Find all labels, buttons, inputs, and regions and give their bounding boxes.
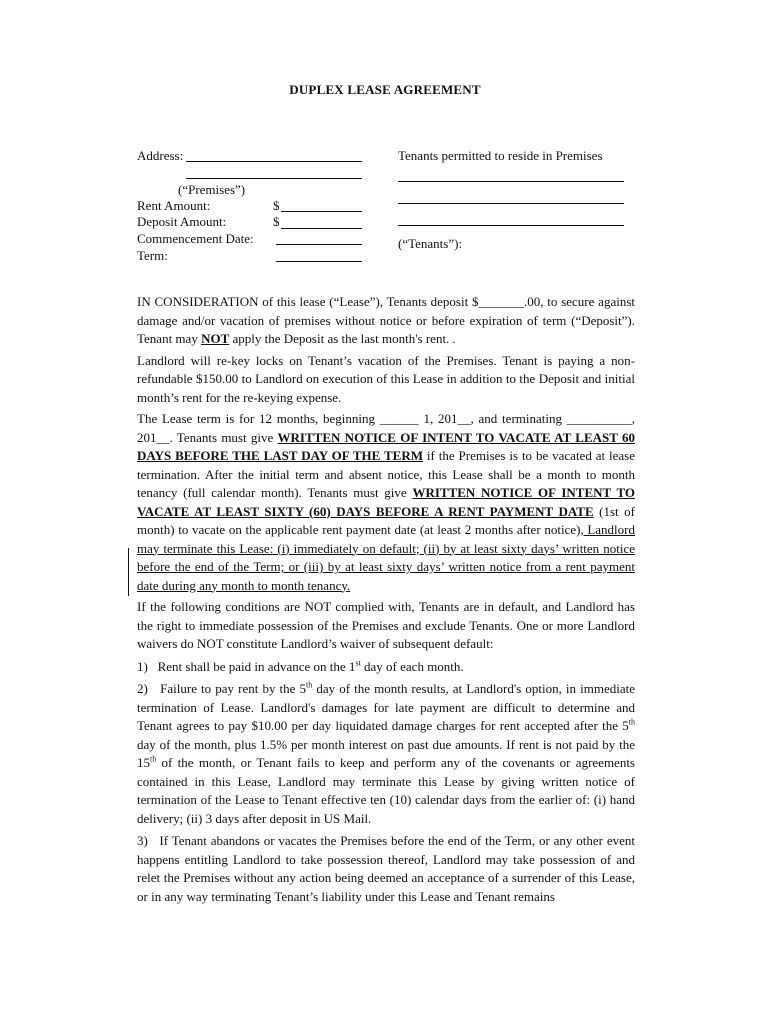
commencement-date-label: Commencement Date:	[137, 231, 254, 246]
deposit-dollar-sign: $	[273, 214, 280, 229]
item-3-number: 3)	[137, 833, 148, 848]
default-conditions-paragraph: If the following conditions are NOT complied with, Tenants are in default, and Landlord has the right to immediate possession of the Premises and exclude Tenants. One or more Landlord waivers do NOT constitute Landlord’s waiver of subsequent default:	[137, 599, 635, 651]
consideration-tail: apply the Deposit as the last month's rent. .	[229, 331, 456, 346]
lease-term-text-b: if the Premises is to be vacated at lease termination. After the initial term and absent notice, this Lease shall be a month to month tenancy (full calendar month). Tenants must give	[137, 448, 635, 500]
address-label: Address:	[137, 148, 184, 163]
item-2-text-d: of the month, or Tenant fails to keep and perform any of the covenants or agreements contained in this Lease, Landlord may terminate this Lease by giving written notice of termination of the Lease to Tenant effective ten (10) calendar days from the earlier of: (i) hand delivery; (ii) 3 days after deposit in US Mail.	[137, 755, 635, 826]
address-line-1[interactable]	[186, 161, 362, 162]
deposit-amount-field[interactable]	[281, 228, 362, 229]
item-2-sup-2: th	[628, 717, 635, 727]
term-label: Term:	[137, 248, 168, 263]
tenant-name-line-2[interactable]	[398, 203, 624, 204]
lease-body	[137, 293, 635, 906]
notice-vacate-60-days: WRITTEN NOTICE OF INTENT TO VACATE AT LEAST 60 DAYS BEFORE THE LAST DAY OF THE TERM	[137, 429, 635, 463]
rent-dollar-sign: $	[273, 198, 280, 213]
item-3-text: If Tenant abandons or vacates the Premises before the end of the Term, or any other event happens entitling Landlord to take possession thereof, Landlord may take possession of and relet the Premises without any action being deemed an acceptance of a surrender of this Lease, or in any way terminating Tenant’s liability under this Lease and Tenant remains	[137, 833, 635, 904]
item-1-text-a: Rent shall be paid in advance on the 1	[157, 658, 356, 674]
tenant-name-line-1[interactable]	[398, 181, 624, 182]
deposit-amount-label: Deposit Amount:	[137, 214, 227, 229]
consideration-text: IN CONSIDERATION of this lease (“Lease”), Tenants deposit $_______.00, to secure against damage and/or vacation of premises without notice or before expiration of term (“Deposit”). Tenant may	[137, 294, 635, 346]
document-title: DUPLEX LEASE AGREEMENT	[289, 82, 481, 97]
item-2-text-c: day of the month, plus 1.5% per month interest on past due amounts. If rent is not paid by the 15	[137, 736, 635, 770]
rent-amount-field[interactable]	[281, 211, 362, 212]
lease-term-text-c: (1st of month) to vacate on the applicable rent payment date (at least 2 months after notice)	[137, 503, 635, 537]
tenants-permitted-label: Tenants permitted to reside in Premises	[398, 148, 603, 163]
revision-change-bar	[128, 548, 129, 596]
item-1-number: 1)	[137, 658, 148, 674]
condition-item-3	[137, 832, 635, 906]
lease-term-paragraph	[137, 410, 635, 595]
tenant-name-line-3[interactable]	[398, 225, 624, 226]
item-1-sup: st	[355, 658, 361, 668]
notice-vacate-sixty-days: WRITTEN NOTICE OF INTENT TO VACATE AT LEAST SIXTY (60) DAYS BEFORE A RENT PAYMENT DATE	[137, 485, 635, 519]
address-line-2[interactable]	[186, 178, 362, 179]
lease-term-text-a: The Lease term is for 12 months, beginning ______ 1, 201__, and terminating __________, 201__. Tenants must give	[137, 411, 635, 445]
not-emphasis: NOT	[201, 331, 230, 346]
premises-label: (“Premises”)	[178, 182, 246, 197]
term-field[interactable]	[276, 261, 362, 262]
item-2-number: 2)	[137, 681, 148, 696]
item-1-text-b: day of each month.	[360, 658, 464, 674]
condition-item-1	[137, 658, 635, 677]
item-2-text-a: Failure to pay rent by the 5	[160, 681, 307, 696]
item-2-sup-3: th	[150, 754, 157, 764]
item-2-text-b: day of the month results, at Landlord's option, in immediate termination of Lease. Landlord's damages for late payment are difficult to determine and Tenant agrees to pay $10.00 per day liquidated damage charges for rent accepted after the 5	[137, 681, 635, 733]
tenants-label: (“Tenants”):	[398, 236, 463, 251]
landlord-termination-clause: , Landlord may terminate this Lease: (i) immediately on default; (ii) by at least sixty days’ written notice before the end of the Term; or (iii) by at least sixty days’ written notice from a rent payment date during any month to month tenancy.	[137, 522, 635, 593]
rent-amount-label: Rent Amount:	[137, 198, 211, 213]
consideration-paragraph	[137, 293, 635, 349]
condition-item-2	[137, 680, 635, 828]
rekey-paragraph: Landlord will re-key locks on Tenant’s vacation of the Premises. Tenant is paying a non-refundable $150.00 to Landlord on execution of this Lease in addition to the Deposit and initial month’s rent for the re-keying expense.	[137, 352, 635, 405]
commencement-date-field[interactable]	[276, 244, 362, 245]
item-2-sup-1: th	[306, 680, 313, 690]
